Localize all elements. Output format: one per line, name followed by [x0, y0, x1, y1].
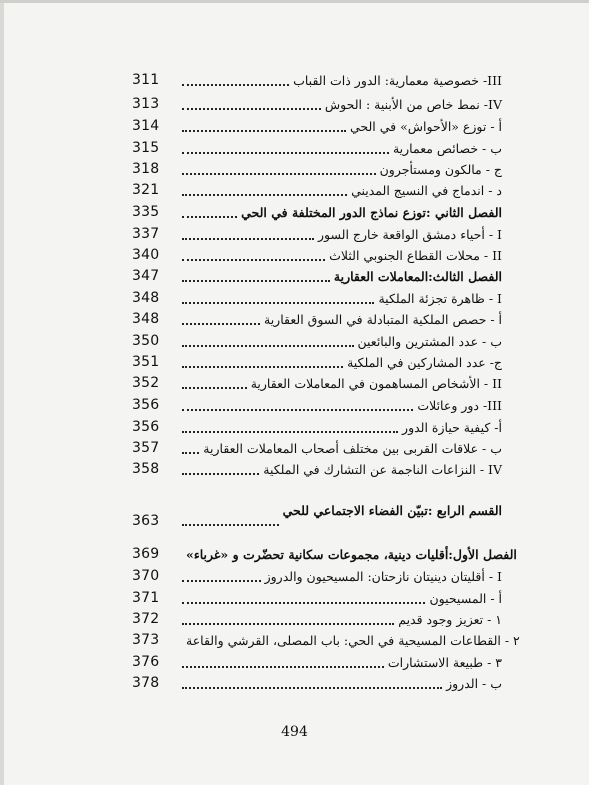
- toc-entry: [132, 588, 502, 608]
- toc-title: أ - حصص الملكية المتبادلة في السوق العقارية: [264, 311, 502, 327]
- toc-page-number: 356: [132, 419, 160, 435]
- toc-leader-dots: [182, 301, 374, 304]
- toc-entry: [132, 673, 502, 693]
- toc-entry: [132, 438, 502, 458]
- toc-leader-dots: [182, 107, 321, 110]
- toc-title: ٣ - طبيعة الاستشارات: [387, 654, 502, 670]
- toc-entry: [132, 352, 502, 372]
- toc-leader-dots: [182, 622, 394, 625]
- toc-leader-dots: [182, 237, 314, 240]
- toc-page-number: 369: [132, 546, 160, 562]
- toc-leader-dots: [182, 523, 279, 526]
- toc-page-number: 376: [132, 654, 160, 670]
- toc-leader-dots: [182, 83, 289, 86]
- toc-leader-dots: [182, 386, 247, 389]
- toc-page-number: 378: [132, 675, 160, 691]
- toc-title: I - ظاهرة تجزئة الملكية: [378, 290, 502, 306]
- toc-title: IV - النزاعات الناجمة عن التشارك في الملكية: [263, 461, 502, 477]
- toc-page-number: 340: [132, 247, 160, 263]
- toc-page-number: 363: [132, 513, 160, 529]
- toc-leader-dots: [182, 279, 330, 282]
- toc-title: ج - مالكون ومستأجرون: [379, 161, 502, 177]
- toc-leader-dots: [182, 472, 259, 475]
- toc-title: ب - خصائص معمارية: [392, 140, 502, 156]
- toc-chapter-heading: [132, 266, 502, 286]
- toc-entry: [132, 373, 502, 393]
- toc-page-number: 370: [132, 568, 160, 584]
- toc-leader-dots: [182, 193, 347, 196]
- toc-title: ج- عدد المشاركين في الملكية: [347, 354, 502, 370]
- toc-title: د - اندماج في النسيج المديني: [351, 182, 502, 198]
- toc-page-number: 356: [132, 397, 160, 413]
- toc-leader-dots: [182, 322, 260, 325]
- toc-title: I - أحياء دمشق الواقعة خارج السور: [318, 226, 502, 242]
- toc-title: ٢ - القطاعات المسيحية في الحي: باب المصلى، القرشي والقاعة: [186, 632, 520, 648]
- toc-entry: [132, 288, 502, 308]
- toc-leader-dots: [182, 451, 199, 454]
- toc-title: الفصل الثالث:المعاملات العقارية: [333, 268, 502, 284]
- toc-page-number: 337: [132, 226, 160, 242]
- toc-entry: [132, 395, 502, 415]
- toc-page-number: 351: [132, 354, 160, 370]
- toc-leader-dots: [182, 151, 389, 154]
- toc-leader-dots: [182, 665, 384, 668]
- toc-leader-dots: [182, 129, 346, 132]
- toc-entry: [132, 159, 502, 179]
- toc-title: I - أقليتان دينيتان نازحتان: المسيحيون والدروز: [264, 568, 502, 584]
- page-number: 494: [281, 724, 308, 740]
- toc-title: ب - الدروز: [446, 675, 502, 691]
- toc-leader-dots: [182, 408, 413, 411]
- toc-page-number: 321: [132, 182, 160, 198]
- toc-title: ب - علاقات القربى بين مختلف أصحاب المعاملات العقارية: [203, 440, 502, 456]
- toc-page-number: 372: [132, 611, 160, 627]
- toc-entry: [132, 138, 502, 158]
- toc-entry: [132, 94, 502, 114]
- toc-page-number: 347: [132, 268, 160, 284]
- toc-title: الفصل الأول:أقليات دينية، مجموعات سكانية تحضّرت و «غرباء»: [186, 546, 517, 562]
- toc-entry: [132, 180, 502, 200]
- toc-entry: [132, 566, 502, 586]
- toc-leader-dots: [182, 215, 237, 218]
- toc-page-number: 315: [132, 140, 160, 156]
- toc-title: ب - عدد المشترين والبائعين: [357, 333, 502, 349]
- toc-leader-dots: [182, 344, 354, 347]
- toc-page-number: 358: [132, 461, 160, 477]
- toc-title: III- دور وعائلات: [417, 397, 502, 413]
- toc-entry: [132, 417, 502, 437]
- toc-title: IV- نمط خاص من الأبنية : الحوش: [324, 96, 502, 112]
- toc-entry: [132, 116, 502, 136]
- toc-page-number: 348: [132, 311, 160, 327]
- toc-page-number: 311: [132, 72, 160, 88]
- toc-entry: [132, 70, 502, 90]
- toc-leader-dots: [182, 258, 325, 261]
- toc-page-number: 352: [132, 375, 160, 391]
- toc-title: الفصل الثاني :توزع نماذج الدور المختلفة في الحي: [241, 204, 502, 220]
- toc-leader-dots: [182, 579, 261, 582]
- toc-title: القسم الرابع :تبيّن الفضاء الاجتماعي للحي: [282, 502, 502, 518]
- toc-entry: [132, 630, 520, 650]
- toc-entry: [132, 459, 502, 479]
- toc-entry: [132, 224, 502, 244]
- toc-title: أ - المسيحيون: [429, 590, 502, 606]
- toc-leader-dots: [182, 172, 376, 175]
- toc-page-number: 373: [132, 632, 160, 648]
- toc-entry: [132, 309, 502, 329]
- toc-chapter-heading: [132, 544, 517, 564]
- toc-leader-dots: [182, 365, 343, 368]
- toc-title: II - محلات القطاع الجنوبي الثلاث: [329, 247, 502, 263]
- toc-page-number: 318: [132, 161, 160, 177]
- toc-page-number: 348: [132, 290, 160, 306]
- toc-part-heading: [132, 500, 502, 529]
- toc-page-number: 314: [132, 118, 160, 134]
- toc-chapter-heading: [132, 202, 502, 222]
- toc-entry: [132, 245, 502, 265]
- toc-leader-dots: [182, 601, 425, 604]
- toc-page-number: 335: [132, 204, 160, 220]
- toc-entry: [132, 331, 502, 351]
- toc-leader-dots: [182, 430, 398, 433]
- toc-page-number: 350: [132, 333, 160, 349]
- toc-entry: [132, 652, 502, 672]
- toc-title: أ- كيفية حيازة الدور: [402, 419, 502, 435]
- toc-page-number: 371: [132, 590, 160, 606]
- toc-title: II - الأشخاص المساهمون في المعاملات العقارية: [250, 375, 502, 391]
- toc-leader-dots: [182, 686, 442, 689]
- toc-title: ١ - تعزيز وجود قديم: [398, 611, 502, 627]
- toc-entry: [132, 609, 502, 629]
- toc-title: أ - توزع «الأحواش» في الحي: [350, 118, 502, 134]
- toc-page-number: 357: [132, 440, 160, 456]
- toc-page-number: 313: [132, 96, 160, 112]
- toc-title: III- خصوصية معمارية: الدور ذات القباب: [293, 72, 502, 88]
